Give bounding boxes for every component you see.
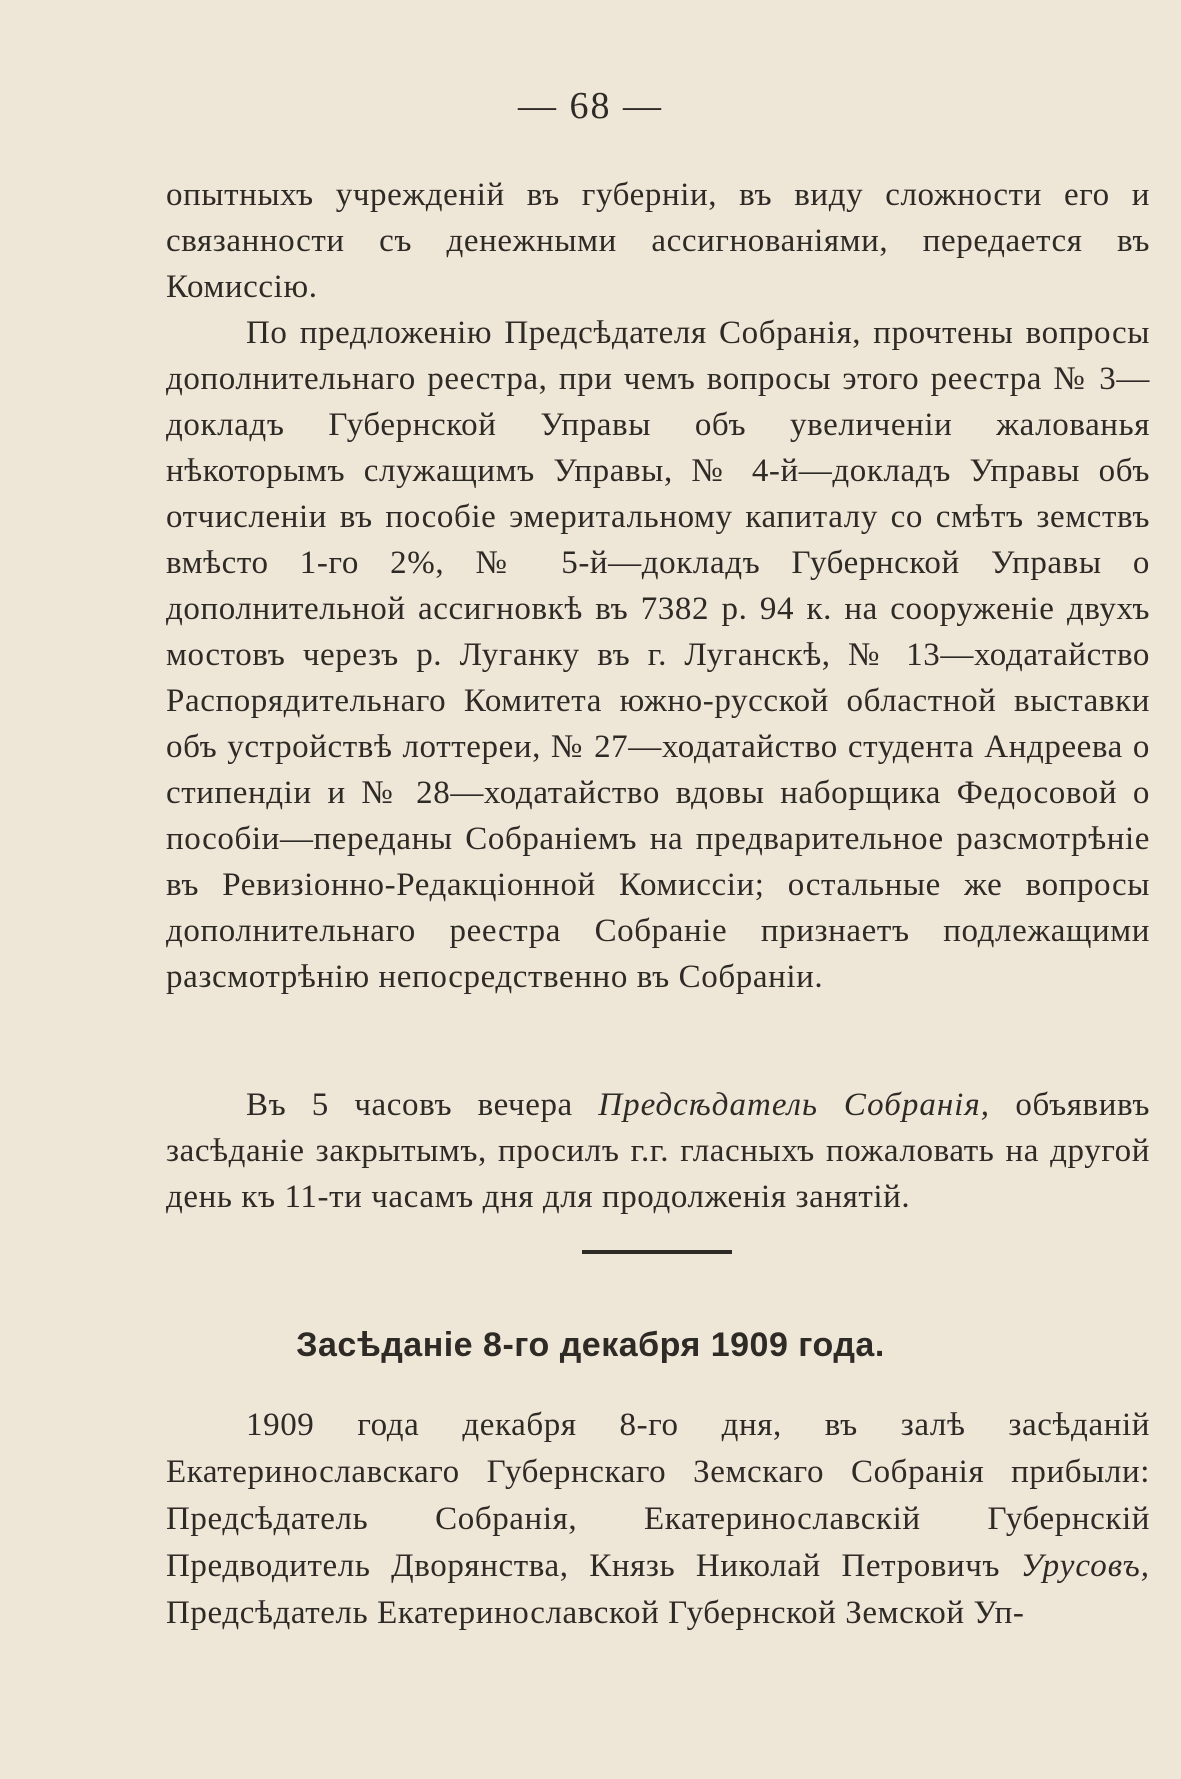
paragraph-session-opening — [166, 1402, 1150, 1637]
paragraph-text — [166, 1402, 1150, 1637]
page-number: — 68 — — [518, 85, 663, 127]
section-divider — [582, 1250, 732, 1254]
emphasized-text: Предсѣдатель Собранія, — [598, 1087, 990, 1123]
paragraph-text: По предложенію Предсѣдателя Собранія, прочтены вопросы дополнительнаго реестра, при чемъ вопросы этого реестра № 3—докладъ Губернской Управы объ увеличеніи жалованья нѣкоторымъ служащимъ Управы, № 4-й—докладъ Управы объ отчисленіи въ пособіе эмеритальному капиталу со смѣтъ земствъ вмѣсто 1-го 2%, № 5-й—докладъ Губернской Управы о дополнительной ассигновкѣ въ 7382 р. 94 к. на сооруженіе двухъ мостовъ черезъ р. Луганку въ г. Луганскѣ, № 13—ходатайство Распорядительнаго Комитета южно-русской областной выставки объ устройствѣ лоттереи, № 27—ходатайство студента Андреева о стипендіи и № 28—ходатайство вдовы наборщика Федосовой о пособіи—переданы Собраніемъ на предварительное разсмотрѣніе въ Ревизіонно-Редакціонной Комиссіи; остальные же вопросы дополнительнаго реестра Собраніе признаетъ подлежащими разсмотрѣнію непосредственно въ Собраніи. — [166, 315, 1150, 995]
paragraph-text: опытныхъ учрежденій въ губерніи, въ виду сложности его и связанности съ денежными ассигнованіями, передается въ Комиссію. — [166, 177, 1150, 305]
text-run: Въ 5 часовъ вечера — [246, 1087, 599, 1123]
paragraph-closing — [166, 1082, 1150, 1220]
text-run: 1909 года декабря 8-го дня, въ залѣ засѣданій Екатеринославскаго Губернскаго Земскаго Собранія прибыли: Предсѣдатель Собранія, Екатеринославскій Губернскій Предводитель Дворянства, Князь Николай Петровичъ — [166, 1407, 1150, 1584]
paragraph-text — [166, 1082, 1150, 1220]
paragraph-continuation — [166, 172, 1150, 310]
section-heading: Засѣданіе 8-го декабря 1909 года. — [296, 1326, 885, 1364]
emphasized-text: Урусовъ, — [1020, 1548, 1150, 1584]
paragraph-agenda — [166, 310, 1150, 1000]
text-run: объявивъ засѣданіе закрытымъ, просилъ г.г. гласныхъ пожаловать на другой день къ 11-ти часамъ дня для продолженія занятій. — [166, 1087, 1150, 1215]
text-run: Предсѣдатель Екатеринославской Губернской Земской Уп- — [166, 1595, 1025, 1631]
